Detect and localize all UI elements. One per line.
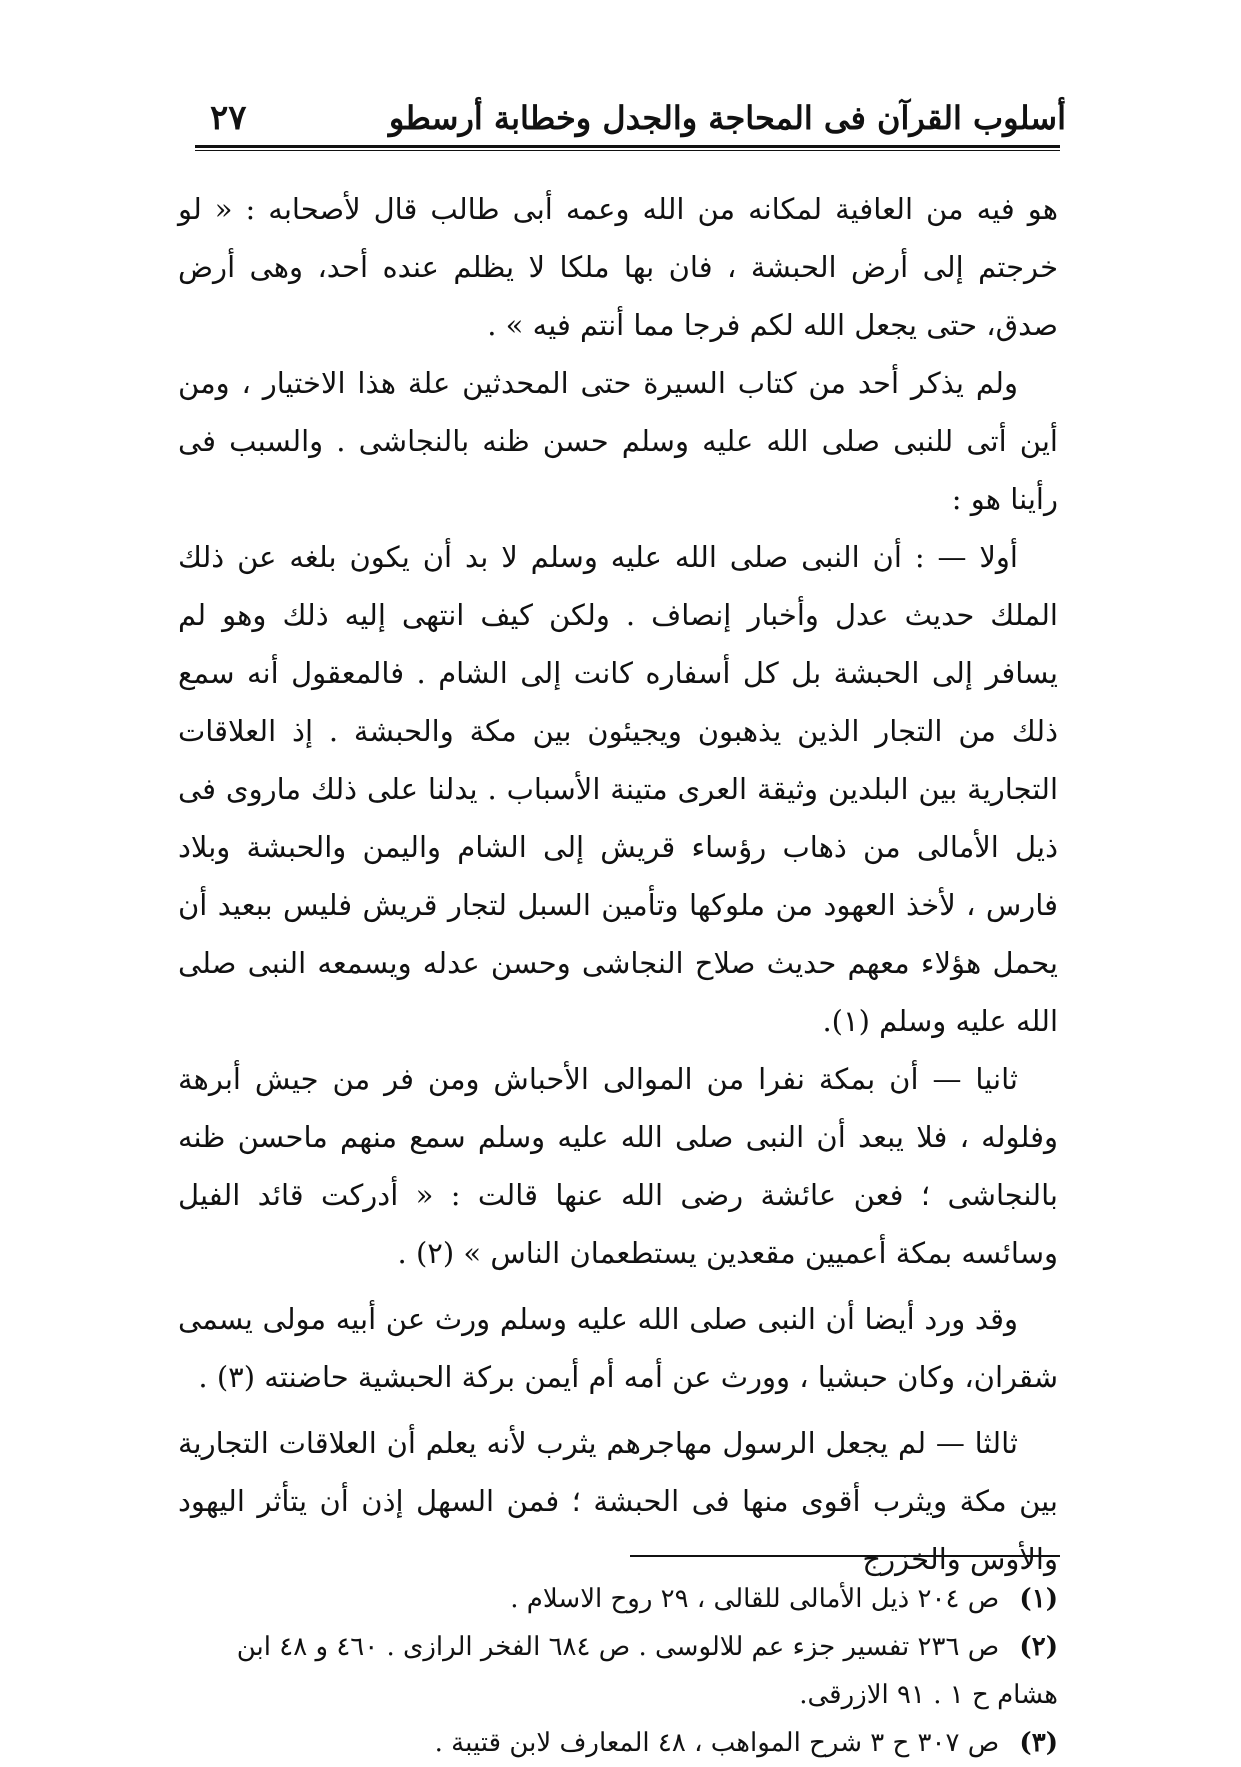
footnote-text: ص ٣٠٧ ح ٣ شرح المواهب ، ٤٨ المعارف لابن قتيبة .: [434, 1728, 1000, 1758]
header-rule: [195, 145, 1060, 148]
running-title: أسلوب القرآن فى المحاجة والجدل وخطابة أرسطو: [388, 99, 1066, 137]
footnote-separator: [630, 1555, 1060, 1557]
footnote-text: ص ٢٠٤ ذيل الأمالى للقالى ، ٢٩ روح الاسلام .: [510, 1584, 1000, 1614]
footnote-number: (١): [1019, 1584, 1058, 1614]
main-text: [178, 180, 1058, 1588]
header-rule-thin: [195, 150, 1060, 151]
footnote-number: (٢): [1019, 1632, 1058, 1662]
page-number: ٢٧: [210, 98, 247, 138]
paragraph: أولا — : أن النبى صلى الله عليه وسلم لا بد أن يكون بلغه عن ذلك الملك حديث عدل وأخبار إنصاف . ولكن كيف انتهى إليه ذلك وهو لم يسافر إلى الحبشة بل كل أسفاره كانت إلى الشام . فالمعقول أنه سمع ذلك من التجار الذين يذهبون ويجيئون بين مكة والحبشة . إذ العلاقات التجارية بين البلدين وثيقة العرى متينة الأسباب . يدلنا على ذلك ماروى فى ذيل الأمالى من ذهاب رؤساء قريش إلى الشام واليمن والحبشة وبلاد فارس ، لأخذ العهود من ملوكها وتأمين السبل لتجار قريش فليس ببعيد أن يحمل هؤلاء معهم حديث صلاح النجاشى وحسن عدله ويسمعه النبى صلى الله عليه وسلم (١).: [178, 540, 1059, 1038]
running-header: [210, 88, 1066, 148]
footnotes: [178, 1575, 1058, 1767]
footnote: [178, 1623, 1058, 1719]
footnote-text: ص ٢٣٦ تفسير جزء عم للالوسى . ص ٦٨٤ الفخر الرازى . ٤٦٠ و ٤٨ ابن هشام ح ١ . ٩١ الازرقى.: [236, 1632, 1058, 1710]
footnote: [178, 1575, 1058, 1623]
paragraph: ثالثا — لم يجعل الرسول مهاجرهم يثرب لأنه يعلم أن العلاقات التجارية بين مكة ويثرب أقوى منها فى الحبشة ؛ فمن السهل إذن أن يتأثر اليهود والأوس والخزرج: [178, 1426, 1058, 1576]
paragraph: هو فيه من العافية لمكانه من الله وعمه أبى طالب قال لأصحابه : « لو خرجتم إلى أرض الحبشة ، فان بها ملكا لا يظلم عنده أحد، وهى أرض صدق، حتى يجعل الله لكم فرجا مما أنتم فيه » .: [178, 192, 1058, 342]
paragraph: ثانيا — أن بمكة نفرا من الموالى الأحباش ومن فر من جيش أبرهة وفلوله ، فلا يبعد أن النبى صلى الله عليه وسلم سمع منهم ماحسن ظنه بالنجاشى ؛ فعن عائشة رضى الله عنها قالت : « أدركت قائد الفيل وسائسه بمكة أعميين مقعدين يستطعمان الناس » (٢) .: [178, 1062, 1058, 1270]
footnote-number: (٣): [1019, 1728, 1058, 1758]
footnote: [178, 1719, 1058, 1767]
paragraph: وقد ورد أيضا أن النبى صلى الله عليه وسلم ورث عن أبيه مولى يسمى شقران، وكان حبشيا ، وورث عن أمه أم أيمن بركة الحبشية حاضنته (٣) .: [178, 1302, 1058, 1394]
paragraph: ولم يذكر أحد من كتاب السيرة حتى المحدثين علة هذا الاختيار ، ومن أين أتى للنبى صلى الله عليه وسلم حسن ظنه بالنجاشى . والسبب فى رأينا هو :: [178, 366, 1058, 516]
